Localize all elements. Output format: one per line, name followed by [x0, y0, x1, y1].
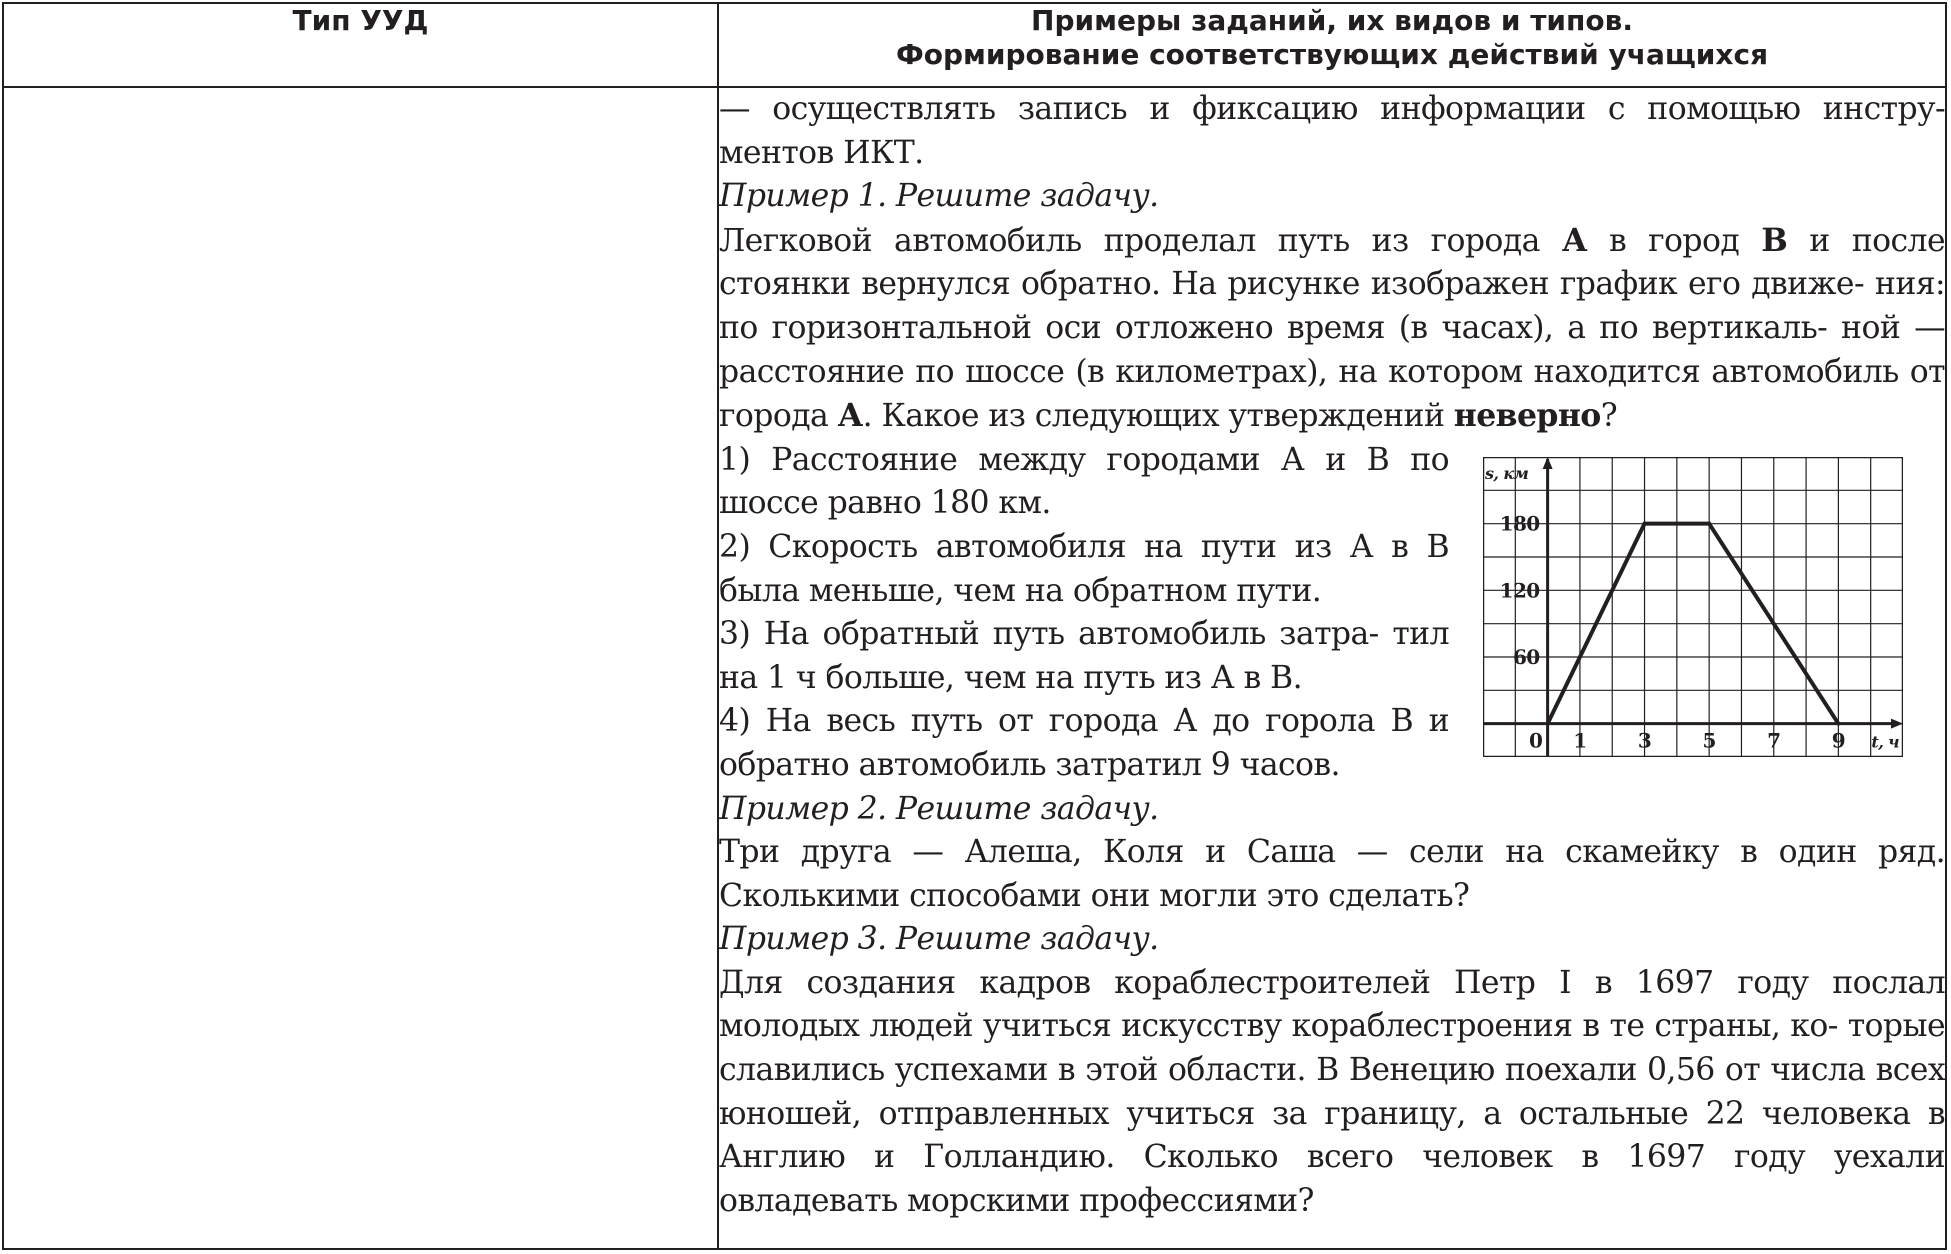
- x-tick-label: 7: [1767, 728, 1781, 753]
- y-tick-label: 180: [1499, 511, 1540, 536]
- data-point: [1707, 521, 1711, 525]
- header-examples-line1: Примеры заданий, их видов и типов.: [1031, 4, 1633, 37]
- answer-option-3: 3) На обратный путь автомобиль затра- тил на 1 ч больше, чем на путь из А в В.: [719, 616, 1449, 696]
- x-tick-label: 5: [1702, 728, 1716, 753]
- table-header-row: [3, 3, 1946, 87]
- x-axis-arrow: [1891, 718, 1903, 728]
- y-tick-label: 60: [1512, 644, 1540, 669]
- emphasis-not-true: неверно: [1453, 397, 1601, 435]
- answer-list: [719, 439, 1449, 788]
- intro-text: — осуществлять запись и фиксацию информации с помощью инстру- ментов ИКТ.: [719, 91, 1945, 171]
- example1-text-part5: ?: [1600, 398, 1617, 435]
- motion-graph: [1449, 439, 1945, 787]
- city-a-label: А: [1561, 221, 1587, 259]
- table-body-row: [3, 87, 1946, 1249]
- example1-text-part3: и после стоянки вернулся обратно. На рисунке изображен график его движе- ния: по горизонтальной оси отложено время (в часах), а по вертикаль- ной — расстояние по шоссе (в километрах), на котором находится автомобиль от города: [719, 222, 1945, 435]
- x-tick-label: 3: [1637, 728, 1652, 753]
- example1-text-part4: . Какое из следующих утверждений: [862, 398, 1454, 435]
- data-point: [1643, 521, 1647, 525]
- motion-graph-svg: [1483, 457, 1903, 757]
- x-tick-label: 1: [1573, 728, 1587, 753]
- example2-text: Три друга — Алеша, Коля и Саша — сели на скамейку в один ряд. Сколькими способами они могли это сделать?: [719, 834, 1945, 914]
- y-tick-label: 120: [1499, 578, 1540, 603]
- answer-option-2: 2) Скорость автомобиля на пути из А в В была меньше, чем на обратном пути.: [719, 528, 1449, 609]
- example3-text: Для создания кадров кораблестроителей Петр I в 1697 году послал молодых людей учиться искусству кораблестроения в те страны, ко- торые славились успехами в этой области. В Венецию поехали 0,56 от числа всех юношей, отправленных учиться за границу, а остальные 22 человека в Англию и Голландию. Сколько всего человек в 1697 году уехали овладевать морскими профессиями?: [719, 964, 1945, 1219]
- uud-table: [2, 2, 1947, 1250]
- example1-heading: Пример 1. Решите задачу.: [719, 178, 1159, 215]
- answer-option-1: 1) Расстояние между городами А и В по шоссе равно 180 км.: [719, 441, 1449, 522]
- header-examples-line2: Формирование соответствующих действий учащихся: [895, 38, 1769, 71]
- x-tick-label: 9: [1831, 728, 1846, 753]
- y-axis-label: s, км: [1485, 463, 1529, 483]
- example2-heading: Пример 2. Решите задачу.: [719, 790, 1159, 827]
- x-axis-label: t, ч: [1871, 732, 1899, 752]
- example1-answers-and-graph: [719, 439, 1945, 788]
- answer-option-4: 4) На весь путь от города А до горола В и обратно автомобиль затратил 9 часов.: [719, 703, 1449, 783]
- example3-heading: Пример 3. Решите задачу.: [719, 921, 1159, 958]
- city-b-label: В: [1761, 221, 1788, 259]
- example1-text-part1: Легковой автомобиль проделал путь из города: [719, 222, 1562, 259]
- y-axis-arrow: [1543, 457, 1553, 469]
- data-point: [1836, 721, 1840, 725]
- example1-text-part2: в город: [1586, 222, 1762, 259]
- header-uud-type: Тип УУД: [3, 3, 718, 87]
- city-a-label-2: А: [837, 397, 863, 435]
- data-point: [1546, 721, 1550, 725]
- examples-cell: [718, 87, 1946, 1249]
- origin-label: 0: [1528, 728, 1543, 753]
- header-examples: [718, 3, 1946, 87]
- example1-problem: [719, 219, 1945, 439]
- uud-type-cell: [3, 87, 718, 1249]
